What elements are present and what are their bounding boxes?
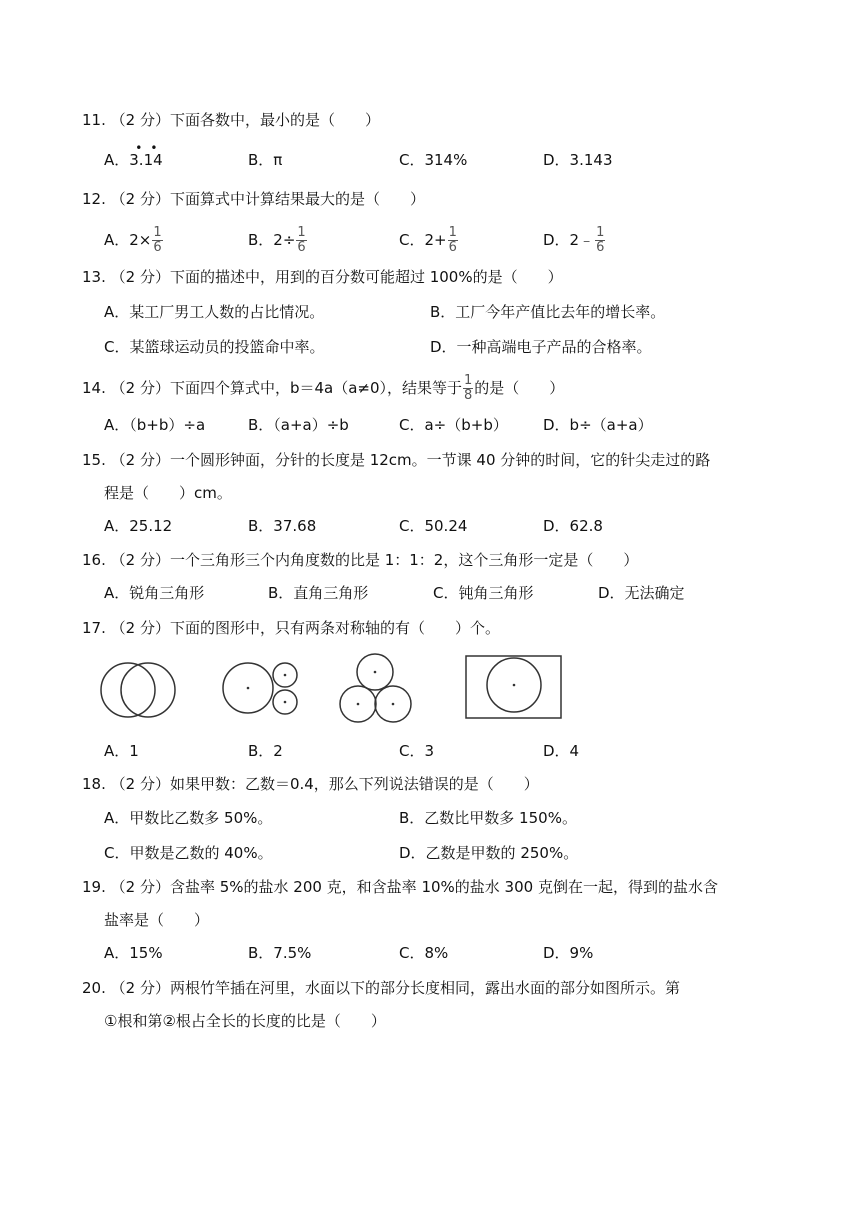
option-13-a: A．某工厂男工人数的占比情况。 <box>104 303 325 321</box>
option-18-d: D．乙数是甲数的 250%。 <box>399 844 579 862</box>
option-19-a: A．15% <box>104 944 163 962</box>
option-16-a: A．锐角三角形 <box>104 584 205 602</box>
question-13-stem: 13. （2 分）下面的描述中，用到的百分数可能超过 100%的是（ ） <box>82 268 563 286</box>
option-12-d: D．2﹣ $\frac{1}{6}$ <box>543 225 605 255</box>
option-18-c: C．甲数是乙数的 40%。 <box>104 844 273 862</box>
fraction: $\frac{1}{8}$ <box>464 373 473 403</box>
figure-rectangle-circle <box>466 656 561 718</box>
option-17-b: B．2 <box>248 742 283 760</box>
option-12-b: B．2÷ $\frac{1}{6}$ <box>248 225 306 255</box>
option-11-d: D．3.143 <box>543 151 613 169</box>
question-14-stem: 14. （2 分）下面四个算式中，b＝4a（a≠0），结果等于 $\frac{1}{8}$ 的是（ ） <box>82 373 565 403</box>
question-20-stem-cont: ①根和第②根占全长的长度的比是（ ） <box>104 1012 386 1030</box>
option-16-c: C．钝角三角形 <box>433 584 534 602</box>
option-13-c: C．某篮球运动员的投篮命中率。 <box>104 338 325 356</box>
question-20-stem: 20. （2 分）两根竹竿插在河里，水面以下的部分长度相同，露出水面的部分如图所示。第 <box>82 979 680 997</box>
option-11-a: A． •• 3.14 <box>104 150 163 170</box>
question-12-stem: 12. （2 分）下面算式中计算结果最大的是（ ） <box>82 190 425 208</box>
option-19-d: D．9% <box>543 944 594 962</box>
question-17-stem: 17. （2 分）下面的图形中，只有两条对称轴的有（ ）个。 <box>82 619 500 637</box>
question-15-stem: 15. （2 分）一个圆形钟面，分针的长度是 12cm。一节课 40 分钟的时间，它的针尖走过的路 <box>82 451 711 469</box>
option-18-b: B．乙数比甲数多 150%。 <box>399 809 577 827</box>
fraction: $\frac{1}{6}$ <box>596 225 605 255</box>
repeating-dots: •• <box>135 141 166 155</box>
question-19-stem: 19. （2 分）含盐率 5%的盐水 200 克，和含盐率 10%的盐水 300 克倒在一起，得到的盐水含 <box>82 878 718 896</box>
option-12-a: A．2× $\frac{1}{6}$ <box>104 225 162 255</box>
option-19-b: B．7.5% <box>248 944 312 962</box>
fraction: $\frac{1}{6}$ <box>297 225 306 255</box>
option-15-a: A．25.12 <box>104 517 173 535</box>
question-19-stem-cont: 盐率是（ ） <box>104 911 210 929</box>
option-17-c: C．3 <box>399 742 435 760</box>
option-18-a: A．甲数比乙数多 50%。 <box>104 809 273 827</box>
option-16-b: B．直角三角形 <box>268 584 369 602</box>
symmetry-figures <box>96 652 566 724</box>
figure-three-circles-row <box>223 663 297 714</box>
option-11-c: C．314% <box>399 151 468 169</box>
fraction: $\frac{1}{6}$ <box>153 225 162 255</box>
option-15-d: D．62.8 <box>543 517 603 535</box>
option-14-d: D．b÷（a+a） <box>543 416 653 434</box>
question-15-stem-cont: 程是（ ）cm。 <box>104 484 232 502</box>
option-11-b: B．π <box>248 151 283 169</box>
fraction: $\frac{1}{6}$ <box>448 225 457 255</box>
option-14-b: B．（a+a）÷b <box>248 416 349 434</box>
figure-three-circles-triangle <box>340 654 411 722</box>
figure-overlapping-circles <box>101 663 175 717</box>
question-16-stem: 16. （2 分）一个三角形三个内角度数的比是 1：1：2，这个三角形一定是（ ） <box>82 551 639 569</box>
question-11-stem: 11. （2 分）下面各数中，最小的是（ ） <box>82 111 380 129</box>
option-16-d: D．无法确定 <box>598 584 685 602</box>
question-18-stem: 18. （2 分）如果甲数：乙数＝0.4，那么下列说法错误的是（ ） <box>82 775 539 793</box>
option-13-d: D．一种高端电子产品的合格率。 <box>430 338 652 356</box>
option-12-c: C．2+ $\frac{1}{6}$ <box>399 225 457 255</box>
option-17-d: D．4 <box>543 742 580 760</box>
option-14-a: A．（b+b）÷a <box>104 416 206 434</box>
option-19-c: C．8% <box>399 944 449 962</box>
option-15-c: C．50.24 <box>399 517 468 535</box>
option-15-b: B．37.68 <box>248 517 317 535</box>
option-13-b: B．工厂今年产值比去年的增长率。 <box>430 303 666 321</box>
option-14-c: C．a÷（b+b） <box>399 416 508 434</box>
option-17-a: A．1 <box>104 742 139 760</box>
